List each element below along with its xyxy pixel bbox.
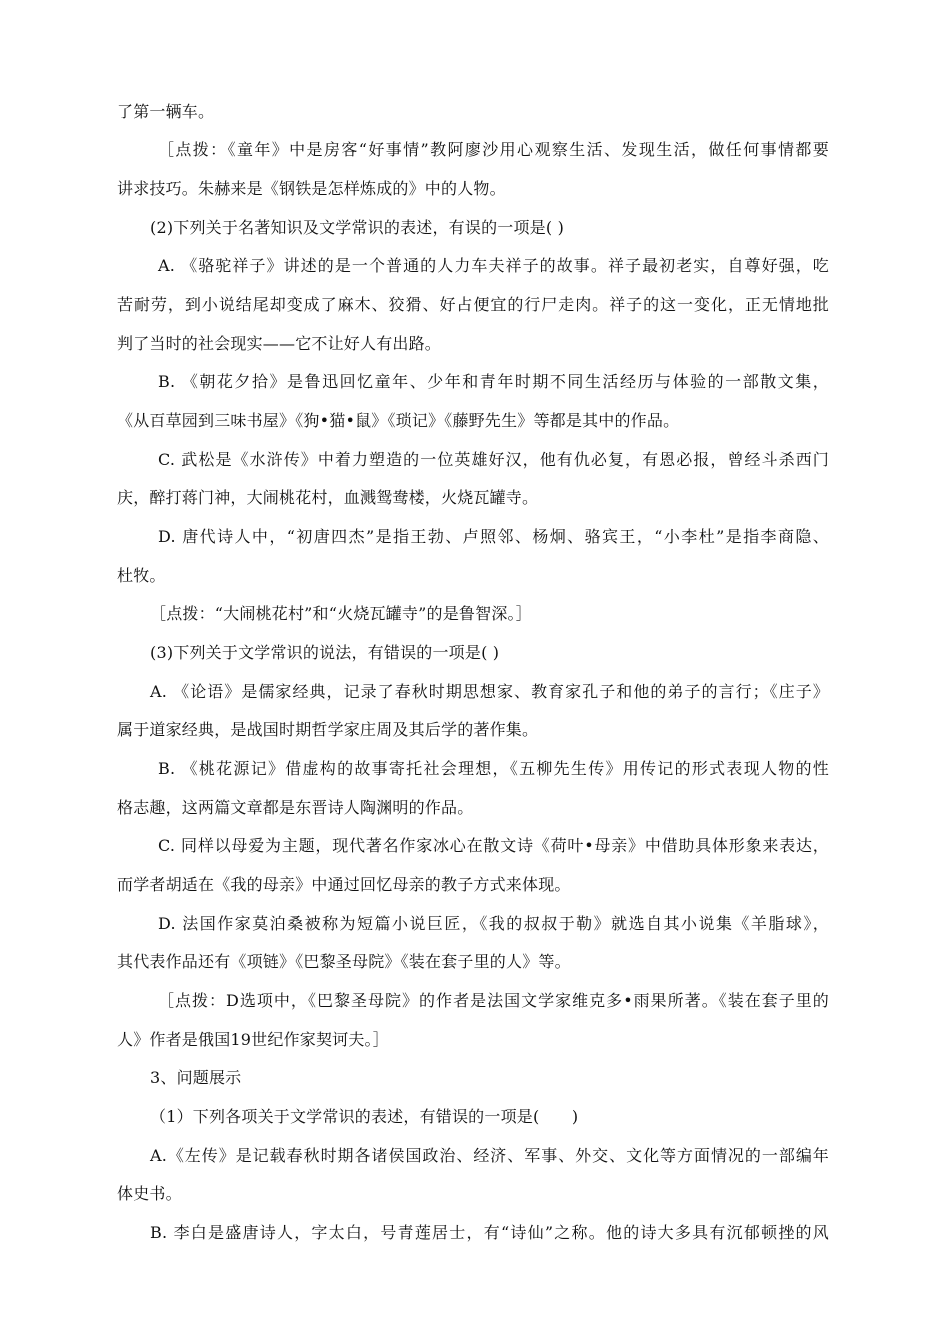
text-line-5: A. 《骆驼祥子》讲述的是一个普通的人力车夫祥子的故事。祥子最初老实，自尊好强，吃 bbox=[158, 256, 829, 275]
text-line-14: ［点拨：“大闹桃花村”和“火烧瓦罐寺”的是鲁智深。］ bbox=[150, 604, 532, 623]
text-line-29: 体史书。 bbox=[117, 1184, 182, 1203]
text-line-21: 而学者胡适在《我的母亲》中通过回忆母亲的教子方式来体现。 bbox=[117, 875, 571, 894]
text-line-7: 判了当时的社会现实——它不让好人有出路。 bbox=[117, 334, 442, 353]
text-line-22: D. 法国作家莫泊桑被称为短篇小说巨匠，《我的叔叔于勒》就选自其小说集《羊脂球》， bbox=[158, 914, 829, 933]
text-line-3: 讲求技巧。朱赫来是《钢铁是怎样炼成的》中的人物。 bbox=[117, 179, 506, 198]
text-line-4: (2)下列关于名著知识及文学常识的表述，有误的一项是( ) bbox=[150, 218, 565, 237]
text-line-9: 《从百草园到三味书屋》《狗•猫•鼠》《琐记》《藤野先生》等都是其中的作品。 bbox=[117, 411, 680, 430]
text-line-6: 苦耐劳，到小说结尾却变成了麻木、狡猾、好占便宜的行尸走肉。祥子的这一变化，正无情地批 bbox=[117, 295, 829, 314]
text-line-2: ［点拨：《童年》中是房客“好事情”教阿廖沙用心观察生活、发现生活，做任何事情都要 bbox=[158, 140, 829, 159]
text-line-20: C. 同样以母爱为主题，现代著名作家冰心在散文诗《荷叶•母亲》中借助具体形象来表达， bbox=[158, 836, 829, 855]
text-line-16: A. 《论语》是儒家经典，记录了春秋时期思想家、教育家孔子和他的弟子的言行；《庄子》 bbox=[150, 682, 829, 701]
text-line-1: 了第一辆车。 bbox=[117, 102, 215, 121]
text-line-27: （1）下列各项关于文学常识的表述，有错误的一项是( ) bbox=[150, 1107, 579, 1126]
text-line-25: 人》作者是俄国19世纪作家契诃夫。］ bbox=[117, 1030, 389, 1049]
text-line-10: C. 武松是《水浒传》中着力塑造的一位英雄好汉，他有仇必复，有恩必报，曾经斗杀西门 bbox=[158, 450, 829, 469]
text-line-13: 杜牧。 bbox=[117, 566, 166, 585]
text-line-30: B. 李白是盛唐诗人，字太白，号青莲居士，有“诗仙”之称。他的诗大多具有沉郁顿挫的风 bbox=[150, 1223, 829, 1242]
text-line-15: (3)下列关于文学常识的说法，有错误的一项是( ) bbox=[150, 643, 500, 662]
text-line-19: 格志趣，这两篇文章都是东晋诗人陶渊明的作品。 bbox=[117, 798, 474, 817]
text-line-24: ［点拨：D选项中，《巴黎圣母院》的作者是法国文学家维克多•雨果所著。《装在套子里的 bbox=[158, 991, 829, 1010]
text-line-8: B. 《朝花夕拾》是鲁迅回忆童年、少年和青年时期不同生活经历与体验的一部散文集， bbox=[158, 372, 829, 391]
text-line-26: 3、问题展示 bbox=[150, 1068, 242, 1087]
text-line-23: 其代表作品还有《项链》《巴黎圣母院》《装在套子里的人》等。 bbox=[117, 952, 571, 971]
text-line-28: A.《左传》是记载春秋时期各诸侯国政治、经济、军事、外交、文化等方面情况的一部编年 bbox=[150, 1146, 829, 1165]
text-line-17: 属于道家经典，是战国时期哲学家庄周及其后学的著作集。 bbox=[117, 720, 539, 739]
text-line-12: D. 唐代诗人中，“初唐四杰”是指王勃、卢照邻、杨炯、骆宾王，“小李杜”是指李商隐、 bbox=[158, 527, 829, 546]
text-line-18: B. 《桃花源记》借虚构的故事寄托社会理想，《五柳先生传》用传记的形式表现人物的性 bbox=[158, 759, 829, 778]
text-line-11: 庆，醉打蒋门神，大闹桃花村，血溅鸳鸯楼，火烧瓦罐寺。 bbox=[117, 488, 539, 507]
